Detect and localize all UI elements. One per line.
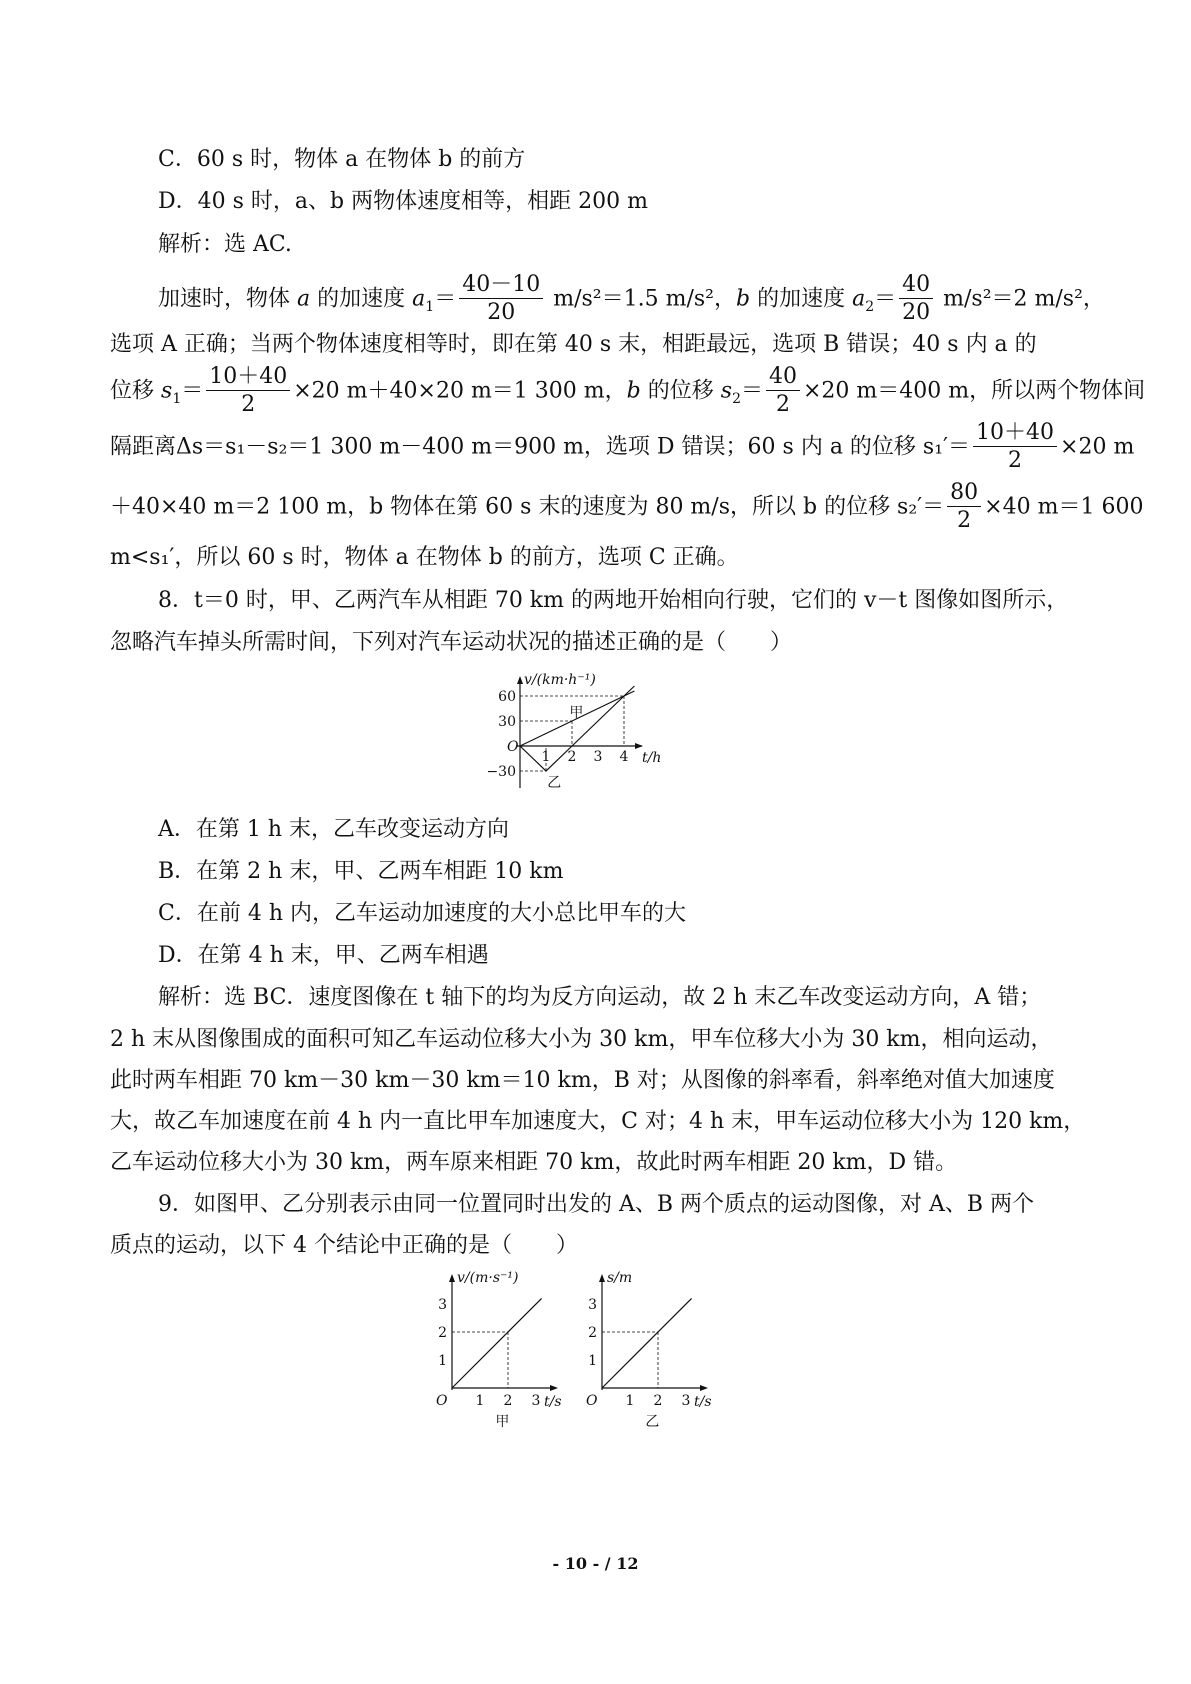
q8-solution-2: 2 h 末从图像围成的面积可知乙车运动位移大小为 30 km，甲车位移大小为 30 km，相向运动， xyxy=(110,1027,1053,1052)
y-tick-label: 60 xyxy=(498,689,516,705)
q8-option-d: D．在第 4 h 末，甲、乙两车相遇 xyxy=(158,943,489,968)
x-tick-label: 2 xyxy=(567,749,577,765)
q7-solution-line-6: m<s₁′，所以 60 s 时，物体 a 在物体 b 的前方，选项 C 正确。 xyxy=(110,545,739,570)
q8-vt-chart xyxy=(486,670,690,800)
q8-stem-2: 忽略汽车掉头所需时间，下列对汽车运动状况的描述正确的是（ ） xyxy=(110,630,793,655)
x-axis-label: t/h xyxy=(642,750,662,766)
y-tick-label: 1 xyxy=(588,1353,597,1369)
q7-solution-line-4: 隔距离Δs＝s₁－s₂＝1 300 m－400 m＝900 m，选项 D 错误；60 s 内 a 的位移 s₁′＝ $\frac{10+40}{2}$ ×20 m xyxy=(110,420,1135,473)
origin-label: O xyxy=(507,739,519,755)
q8-solution-5: 乙车运动位移大小为 30 km，两车原来相距 70 km，故此时两车相距 20 km，D 错。 xyxy=(110,1150,958,1175)
y-tick-label: 2 xyxy=(588,1325,597,1341)
q9-chart-yi xyxy=(580,1270,730,1430)
q9-chart-jia xyxy=(430,1270,580,1430)
x-axis-arrow xyxy=(635,743,643,749)
fraction: $\frac{40-10}{20}$ xyxy=(459,272,543,327)
q8-option-b: B．在第 2 h 末，甲、乙两车相距 10 km xyxy=(158,859,564,884)
q9-stem-1: 9．如图甲、乙分别表示由同一位置同时出发的 A、B 两个质点的运动图像，对 A、B 两个 xyxy=(158,1192,1035,1217)
series-line xyxy=(602,1298,692,1388)
y-tick-label: 30 xyxy=(498,714,516,730)
q7-option-c: C．60 s 时，物体 a 在物体 b 的前方 xyxy=(158,147,526,172)
q8-solution-3: 此时两车相距 70 km－30 km－30 km＝10 km，B 对；从图像的斜率看，斜率绝对值大加速度 xyxy=(110,1068,1055,1093)
fraction: $\frac{10+40}{2}$ xyxy=(206,364,290,419)
q7-solution-line-1: 加速时，物体 a 的加速度 $a_1=$ $\frac{40-10}{20}$ m/s²＝1.5 m/s²，b 的加速度 $a_2=$ $\frac{40}{20}$ m/s²＝2 m/s²， xyxy=(158,272,1105,325)
y-axis-arrow xyxy=(599,1274,605,1282)
x-axis-label: t/s xyxy=(694,1394,712,1410)
y-axis-label: s/m xyxy=(607,1270,633,1286)
q7-solution-line-3: 位移 $s_1=$ $\frac{10+40}{2}$ ×20 m＋40×20 m＝1 300 m，b 的位移 $s_2=$ $\frac{40}{2}$ ×20 m＝400 m，所以两个物体间 xyxy=(110,364,1146,417)
y-tick-label: 3 xyxy=(438,1297,447,1313)
q8-solution-4: 大，故乙车加速度在前 4 h 内一直比甲车加速度大，C 对；4 h 末，甲车运动位移大小为 120 km， xyxy=(110,1109,1086,1134)
series-line xyxy=(452,1298,542,1388)
y-axis-label: v/(m·s⁻¹) xyxy=(457,1270,519,1286)
chart-caption: 甲 xyxy=(495,1414,510,1430)
x-tick-label: 3 xyxy=(531,1393,541,1409)
q7-option-d: D．40 s 时，a、b 两物体速度相等，相距 200 m xyxy=(158,189,648,214)
fraction: $\frac{10+40}{2}$ xyxy=(973,420,1057,475)
origin-label: O xyxy=(586,1393,598,1409)
y-tick-label: 2 xyxy=(438,1325,447,1341)
y-axis-arrow xyxy=(449,1274,455,1282)
q7-solution-line-5: ＋40×40 m＝2 100 m，b 物体在第 60 s 末的速度为 80 m/s，所以 b 的位移 s₂′＝ $\frac{80}{2}$ ×40 m＝1 600 xyxy=(110,480,1144,533)
fraction: $\frac{40}{2}$ xyxy=(766,364,800,419)
chart-caption: 乙 xyxy=(645,1414,660,1430)
x-tick-label: 2 xyxy=(503,1393,513,1409)
x-tick-label: 1 xyxy=(625,1393,635,1409)
q8-solution-1: 解析：选 BC．速度图像在 t 轴下的均为反方向运动，故 2 h 末乙车改变运动方向，A 错； xyxy=(158,985,1042,1010)
fraction: $\frac{40}{20}$ xyxy=(899,272,933,327)
y-axis-arrow xyxy=(517,676,523,684)
q7-solution-line-2: 选项 A 正确；当两个物体速度相等时，即在第 40 s 末，相距最远，选项 B 错误；40 s 内 a 的 xyxy=(110,332,1037,357)
y-tick-label: 1 xyxy=(438,1353,447,1369)
x-tick-label: 3 xyxy=(681,1393,691,1409)
series-label-yi: 乙 xyxy=(547,775,562,791)
x-axis-label: t/s xyxy=(544,1394,562,1410)
x-axis-arrow xyxy=(550,1385,558,1391)
y-tick-label: −30 xyxy=(486,764,516,780)
q7-answer: 解析：选 AC. xyxy=(158,232,292,257)
q9-stem-2: 质点的运动，以下 4 个结论中正确的是（ ） xyxy=(110,1233,578,1258)
q8-option-a: A．在第 1 h 末，乙车改变运动方向 xyxy=(158,817,510,842)
fraction: $\frac{80}{2}$ xyxy=(947,480,981,535)
x-axis-arrow xyxy=(700,1385,708,1391)
x-tick-label: 4 xyxy=(619,749,629,765)
q8-option-c: C．在前 4 h 内，乙车运动加速度的大小总比甲车的大 xyxy=(158,901,686,926)
y-axis-label: v/(km·h⁻¹) xyxy=(524,672,596,688)
x-tick-label: 3 xyxy=(593,749,603,765)
x-tick-label: 2 xyxy=(653,1393,663,1409)
x-tick-label: 1 xyxy=(541,749,551,765)
series-label-jia: 甲 xyxy=(569,705,584,721)
origin-label: O xyxy=(436,1393,448,1409)
x-tick-label: 1 xyxy=(475,1393,485,1409)
y-tick-label: 3 xyxy=(588,1297,597,1313)
q8-stem-1: 8．t＝0 时，甲、乙两汽车从相距 70 km 的两地开始相向行驶，它们的 v－t 图像如图所示， xyxy=(158,588,1069,613)
page-number: - 10 - / 12 xyxy=(552,1554,639,1573)
